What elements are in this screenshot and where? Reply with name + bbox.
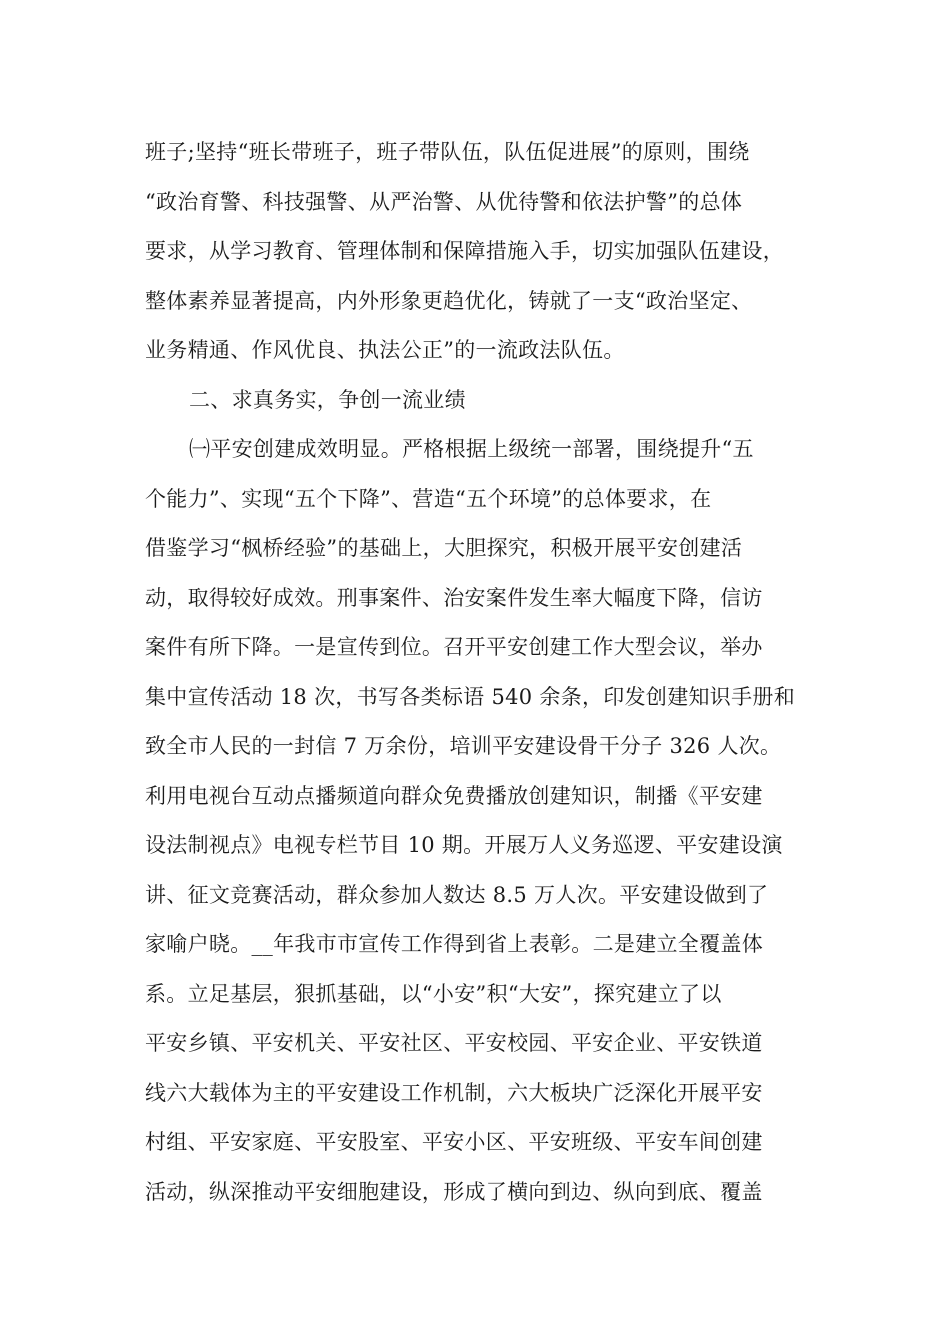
text-line: 班子;坚持“班长带班子，班子带队伍，队伍促进展”的原则，围绕 bbox=[145, 140, 750, 164]
text-line: 线六大载体为主的平安建设工作机制，六大板块广泛深化开展平安 bbox=[145, 1080, 763, 1105]
text-line: 平安乡镇、平安机关、平安社区、平安校园、平安企业、平安铁道 bbox=[145, 1031, 763, 1055]
text-line: 动，取得较好成效。刑事案件、治安案件发生率大幅度下降，信访 bbox=[145, 585, 763, 610]
text-line: 业务精通、作风优良、执法公正”的一流政法队伍。 bbox=[145, 338, 625, 362]
section-heading: 二、求真务实，争创一流业绩 bbox=[189, 387, 466, 412]
body-text bbox=[145, 128, 835, 1217]
text-line: 个能力”、实现“五个下降”、营造“五个环境”的总体要求，在 bbox=[145, 486, 712, 511]
text-line: 村组、平安家庭、平安股室、平安小区、平安班级、平安车间创建 bbox=[145, 1130, 763, 1154]
text-line: 家喻户晓。__年我市市宣传工作得到省上表彰。二是建立全覆盖体 bbox=[145, 932, 763, 956]
paragraph-first-line: ㈠平安创建成效明显。严格根据上级统一部署，围绕提升“五 bbox=[189, 437, 754, 461]
text-line: 借鉴学习“枫桥经验”的基础上，大胆探究，积极开展平安创建活 bbox=[145, 536, 743, 560]
text-line: 利用电视台互动点播频道向群众免费播放创建知识，制播《平安建 bbox=[145, 783, 763, 808]
text-line: 活动，纵深推动平安细胞建设，形成了横向到边、纵向到底、覆盖 bbox=[145, 1179, 763, 1204]
text-line: 讲、征文竞赛活动，群众参加人数达 8.5 万人次。平安建设做到了 bbox=[145, 882, 769, 907]
text-line: 案件有所下降。一是宣传到位。召开平安创建工作大型会议，举办 bbox=[145, 635, 763, 659]
text-line: 要求，从学习教育、管理体制和保障措施入手，切实加强队伍建设， bbox=[145, 239, 784, 263]
text-line: 设法制视点》电视专栏节目 10 期。开展万人义务巡逻、平安建设演 bbox=[145, 833, 783, 857]
text-line: 系。立足基层，狠抓基础，以“小安”积“大安”，探究建立了以 bbox=[145, 981, 722, 1006]
text-line: 集中宣传活动 18 次，书写各类标语 540 余条，印发创建知识手册和 bbox=[145, 684, 796, 709]
text-line: 致全市人民的一封信 7 万余份，培训平安建设骨干分子 326 人次。 bbox=[145, 734, 782, 758]
text-line: “政治育警、科技强警、从严治警、从优待警和依法护警”的总体 bbox=[145, 189, 743, 214]
text-line: 整体素养显著提高，内外形象更趋优化，铸就了一支“政治坚定、 bbox=[145, 288, 753, 313]
